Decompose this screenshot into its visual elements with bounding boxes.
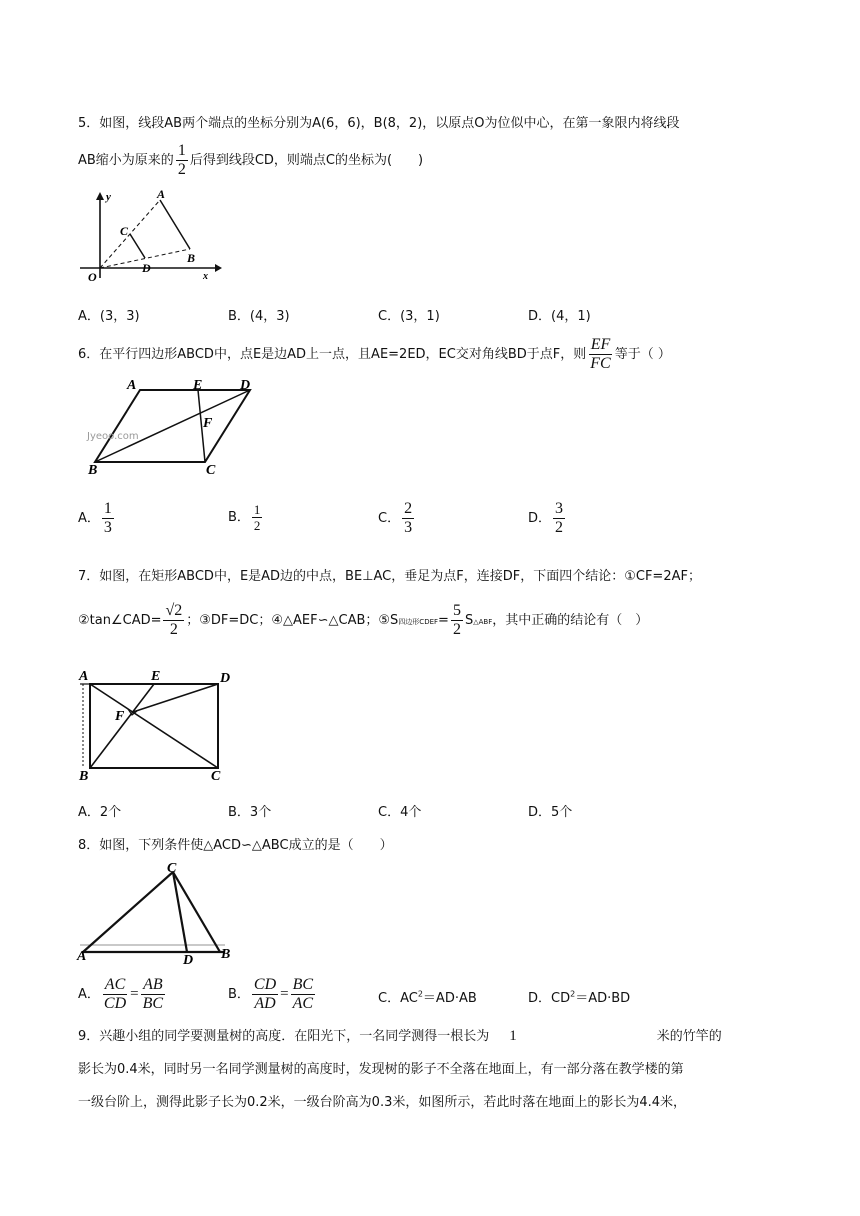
q5-label-O: O <box>88 270 97 284</box>
q6-option-B[interactable]: B． $\frac{1}{2}$ <box>228 502 261 533</box>
q6-text-post: 等于（ ） <box>614 347 671 362</box>
q7-label-B: B <box>79 769 89 782</box>
q5-label-C: C <box>120 224 129 238</box>
q6-label-E: E <box>193 378 203 393</box>
q8-option-A[interactable]: A． $\frac{AC}{CD}$ = $\frac{AB}{BC}$ <box>78 976 164 1012</box>
q5-label-B: B <box>187 251 196 265</box>
q5-option-B[interactable]: B．(4，3) <box>228 309 290 324</box>
q7-label-A: A <box>79 669 89 684</box>
q7-option-B[interactable]: B．3个 <box>228 805 272 820</box>
q6-figure <box>85 375 265 480</box>
q5-label-x: x <box>203 271 208 282</box>
q8-stem: 8．如图，下列条件使△ACD∽△ABC成立的是（ ） <box>78 838 393 853</box>
q5-option-C[interactable]: C．(3，1) <box>378 309 440 324</box>
q5-figure <box>75 190 225 285</box>
q6-option-D[interactable]: D． $\frac{3}{2}$ <box>528 500 564 536</box>
q6-label-F: F <box>203 416 213 431</box>
q5-label-D: D <box>142 261 151 275</box>
q5-label-y: y <box>106 191 111 203</box>
q5-option-D[interactable]: D．(4，1) <box>528 309 591 324</box>
q8-label-B: B <box>221 947 231 962</box>
q6-label-C: C <box>206 463 216 478</box>
q5-option-A[interactable]: A．(3，3) <box>78 309 140 324</box>
q9-line1: 9．兴趣小组的同学要测量树的高度．在阳光下，一名同学测得一根长为 1 米的竹竿的 <box>78 1028 722 1044</box>
q6-stem <box>78 336 671 373</box>
q5-line2-post: 后得到线段CD，则端点C的坐标为( ) <box>189 153 424 168</box>
q6-label-B: B <box>88 463 98 478</box>
q8-option-C[interactable]: C．$AC^2=AD\cdot AB$ <box>378 989 477 1006</box>
q8-label-A: A <box>77 949 87 964</box>
q5-fraction: $\frac{1}{2}$ <box>177 142 186 178</box>
q6-text: 6．在平行四边形ABCD中，点E是边AD上一点，且AE=2ED，EC交对角线BD于点F，则 <box>78 347 587 362</box>
q7-figure <box>75 662 245 782</box>
q7-line2: ②tan∠CAD= $\frac{√2}{2}$ ；③DF=DC；④△AEF∽△CAB；⑤S四边形CDEF= $\frac{5}{2}$ S△ABF，其中正确的结论有（ ） <box>78 602 649 638</box>
q8-option-B[interactable]: B． $\frac{CD}{AD}$ = $\frac{BC}{AC}$ <box>228 976 314 1012</box>
q9-line3: 一级台阶上，测得此影子长为0.2米，一级台阶高为0.3米，如图所示，若此时落在地面上的影长为4.4米， <box>78 1095 687 1110</box>
q6-label-D: D <box>240 378 251 393</box>
q6-option-C[interactable]: C． $\frac{2}{3}$ <box>378 500 413 536</box>
q7-line1: 7．如图，在矩形ABCD中，E是AD边的中点，BE⊥AC，垂足为点F，连接DF，下面四个结论：①CF=2AF； <box>78 569 701 584</box>
q8-figure <box>75 860 240 970</box>
q7-label-E: E <box>151 669 161 684</box>
q7-label-C: C <box>211 769 221 782</box>
q6-option-A[interactable]: A． $\frac{1}{3}$ <box>78 500 112 536</box>
q5-line1: 5．如图，线段AB两个端点的坐标分别为A(6，6)，B(8，2)，以原点O为位似中心，在第一象限内将线段 <box>78 116 680 131</box>
q7-label-F: F <box>115 709 125 724</box>
q5-label-A: A <box>157 190 166 201</box>
q7-option-C[interactable]: C．4个 <box>378 805 422 820</box>
q8-option-D[interactable]: D．$CD^2=AD\cdot BD$ <box>528 989 631 1006</box>
q7-option-A[interactable]: A．2个 <box>78 805 122 820</box>
q6-watermark: Jyeoo.com <box>87 431 139 442</box>
q6-label-A: A <box>127 378 137 393</box>
q6-fraction: $\frac{EF}{FC}$ <box>590 336 611 372</box>
q8-label-D: D <box>183 953 194 968</box>
q9-line2: 影长为0.4米，同时另一名同学测量树的高度时，发现树的影子不全落在地面上，有一部分落在教学楼的第 <box>78 1062 684 1077</box>
q7-label-D: D <box>220 671 231 686</box>
q5-line2 <box>78 142 423 179</box>
q7-option-D[interactable]: D．5个 <box>528 805 573 820</box>
q8-label-C: C <box>167 861 177 876</box>
q5-line2-pre: AB缩小为原来的 <box>78 153 174 168</box>
